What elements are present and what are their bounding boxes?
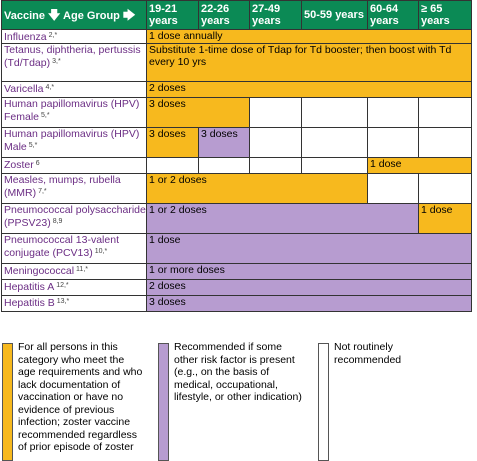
dose-cell: 3 doses <box>147 98 250 128</box>
empty-cell <box>147 158 199 174</box>
vaccine-name: Human papillomavirus (HPV) Male <box>4 128 140 153</box>
schedule-row <box>2 82 472 98</box>
dose-cell: 1 dose <box>147 234 472 264</box>
schedule-row <box>2 296 472 312</box>
schedule-row <box>2 44 472 82</box>
dose-cell: 2 doses <box>147 82 472 98</box>
vaccination-schedule-table <box>1 0 472 312</box>
empty-cell <box>419 174 472 204</box>
vaccine-name-cell <box>2 98 147 128</box>
vaccine-header-label: Vaccine <box>4 9 45 22</box>
vaccine-name-cell <box>2 174 147 204</box>
empty-cell <box>250 128 302 158</box>
schedule-row <box>2 158 472 174</box>
age-group-header: 60-64 years <box>368 1 419 30</box>
vaccine-name: Varicella <box>4 83 44 95</box>
legend <box>0 339 477 461</box>
vaccine-name-cell <box>2 30 147 44</box>
legend-yellow-swatch <box>2 343 13 461</box>
dose-cell: 1 or 2 doses <box>147 174 368 204</box>
dose-cell: 1 or more doses <box>147 264 472 280</box>
schedule-row <box>2 280 472 296</box>
age-group-header: 19-21 years <box>147 1 199 30</box>
vaccine-name-cell <box>2 128 147 158</box>
right-arrow-icon: 🡆 <box>122 7 136 22</box>
footnote-ref: 11,* <box>76 266 88 273</box>
age-group-header: 50-59 years <box>302 1 368 30</box>
schedule-rows <box>2 30 472 312</box>
vaccine-name: Tetanus, diphtheria, pertussis (Td/Tdap) <box>4 44 141 69</box>
schedule-row <box>2 204 472 234</box>
empty-cell <box>368 128 419 158</box>
vaccine-name-cell <box>2 264 147 280</box>
dose-cell: 1 dose annually <box>147 30 472 44</box>
footnote-ref: 3,* <box>52 58 61 65</box>
dose-cell: 3 doses <box>147 296 472 312</box>
age-group-header: 22-26 years <box>199 1 250 30</box>
vaccine-name-cell <box>2 234 147 264</box>
empty-cell <box>250 98 302 128</box>
empty-cell <box>199 158 250 174</box>
footnote-ref: 10,* <box>94 248 108 255</box>
vaccine-name-cell <box>2 296 147 312</box>
dose-cell: 1 dose <box>368 158 472 174</box>
vaccine-name: Influenza <box>4 31 47 43</box>
vaccine-name: Zoster <box>4 159 34 171</box>
age-group-header-label: Age Group <box>63 9 120 22</box>
dose-cell: 3 doses <box>199 128 250 158</box>
header-row <box>2 1 472 30</box>
vaccine-name-cell <box>2 158 147 174</box>
footnote-ref: 2,* <box>48 32 58 39</box>
vaccine-name-cell <box>2 82 147 98</box>
dose-cell: 1 or 2 doses <box>147 204 419 234</box>
vaccine-name-cell <box>2 204 147 234</box>
age-group-header: ≥ 65 years <box>419 1 472 30</box>
vaccine-name: Hepatitis B <box>4 297 55 309</box>
dose-cell: 2 doses <box>147 280 472 296</box>
vaccine-name: Pneumococcal polysaccharide (PPSV23) <box>4 204 146 229</box>
schedule-row <box>2 98 472 128</box>
empty-cell <box>250 158 302 174</box>
vaccine-name: Measles, mumps, rubella (MMR) <box>4 174 121 199</box>
dose-cell: 1 dose <box>419 204 472 234</box>
footnote-ref: 6 <box>35 160 40 167</box>
dose-cell: 3 doses <box>147 128 199 158</box>
schedule-row <box>2 264 472 280</box>
empty-cell <box>302 158 368 174</box>
vaccine-name-cell <box>2 44 147 82</box>
empty-cell <box>368 174 419 204</box>
empty-cell <box>419 98 472 128</box>
footnote-ref: 5,* <box>41 112 50 119</box>
vaccine-name-cell <box>2 280 147 296</box>
schedule-row <box>2 30 472 44</box>
legend-white-swatch <box>318 343 329 461</box>
footnote-ref: 4,* <box>45 84 55 91</box>
empty-cell <box>419 128 472 158</box>
vaccine-name: Human papillomavirus (HPV) Female <box>4 98 140 123</box>
footnote-ref: 7,* <box>38 188 47 195</box>
empty-cell <box>368 98 419 128</box>
vaccine-name: Pneumococcal 13-valent conjugate (PCV13) <box>4 234 119 259</box>
header-vaccine-age <box>2 1 147 30</box>
legend-yellow-text: For all persons in this category who meet the age requirements and who lack documentation of vaccination or have no evidence of previous infection; zoster vaccine recommended regardless of prior episode of zoster <box>18 341 143 453</box>
age-group-header: 27-49 years <box>250 1 302 30</box>
vaccine-name: Hepatitis A <box>4 281 55 293</box>
dose-cell: Substitute 1-time dose of Tdap for Td booster; then boost with Td every 10 yrs <box>147 44 472 82</box>
empty-cell <box>302 128 368 158</box>
footnote-ref: 12,* <box>56 282 69 289</box>
legend-purple-text: Recommended if some other risk factor is present (e.g., on the basis of medical, occupational, lifestyle, or other indication) <box>174 341 302 403</box>
schedule-row <box>2 174 472 204</box>
legend-white-text: Not routinely recommended <box>334 341 402 366</box>
empty-cell <box>302 98 368 128</box>
schedule-row <box>2 234 472 264</box>
vaccine-name: Meningococcal <box>4 265 75 277</box>
footnote-ref: 5,* <box>28 142 38 149</box>
footnote-ref: 13,* <box>56 298 70 305</box>
legend-purple-swatch <box>158 343 169 461</box>
down-arrow-icon: 🡇 <box>48 7 61 22</box>
footnote-ref: 8,9 <box>52 218 63 225</box>
schedule-row <box>2 128 472 158</box>
